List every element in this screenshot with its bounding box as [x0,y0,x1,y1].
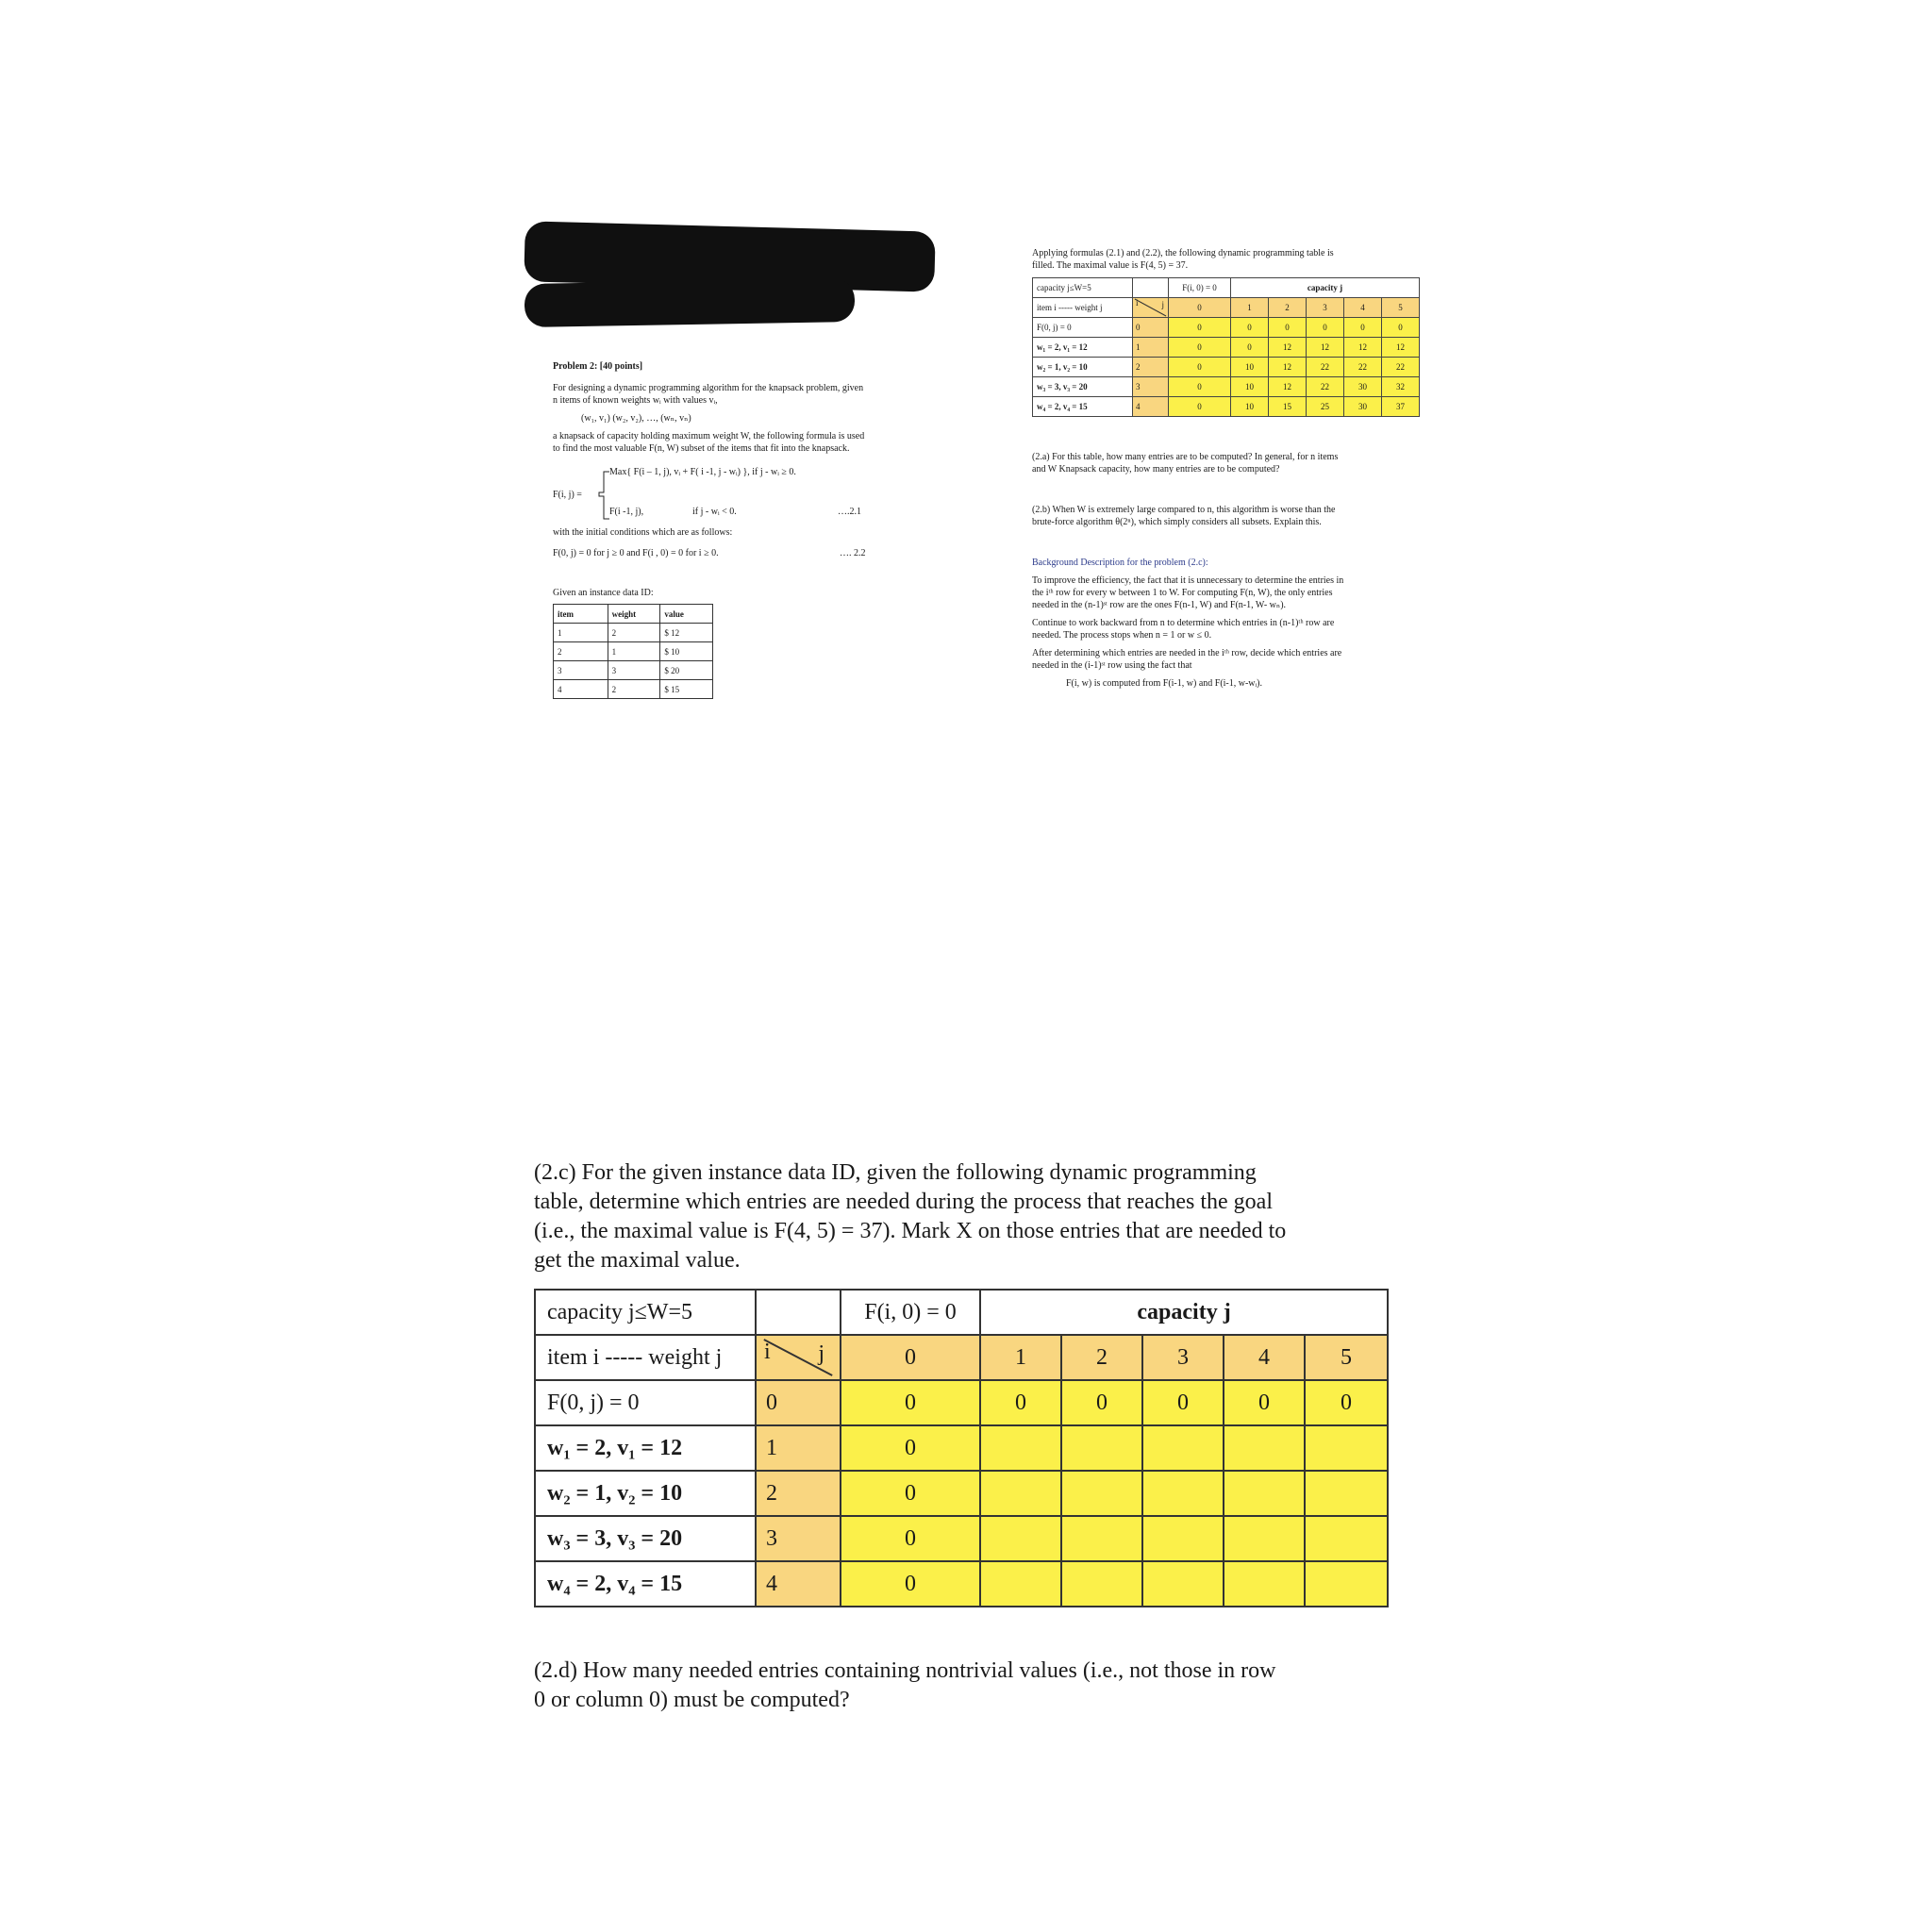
dp-cell: 12 [1344,338,1382,358]
bg-p1-line-1: To improve the efficiency, the fact that it is unnecessary to determine the entries in [1032,575,1344,586]
f-i0-label: F(i, 0) = 0 [1169,278,1231,298]
dp-cell: 22 [1307,377,1344,397]
knapsack-line-1: a knapsack of capacity holding maximum weight W, the following formula is used [553,431,865,441]
dp-cell: 30 [1344,397,1382,417]
row-index: 0 [756,1380,841,1425]
dp-cell-empty[interactable] [1224,1471,1305,1516]
formula-case-2-condition: if j - wᵢ < 0. [692,507,737,517]
dp-cell: 0 [841,1425,980,1471]
q2d-line-2: 0 or column 0) must be computed? [534,1688,850,1712]
instance-header: item [554,605,608,624]
bg-p2-line-1: Continue to work backward from n to determine which entries in (n-1)ᵗʰ row are [1032,618,1335,628]
background-description [1032,557,1428,690]
formula-case-1: Max{ F(i – 1, j), vᵢ + F( i -1, j - wᵢ) }, if j - wᵢ ≥ 0. [609,467,796,477]
dp-cell-empty[interactable] [1142,1561,1224,1607]
dp-cell: 0 [1169,318,1231,338]
col-header: 4 [1344,298,1382,318]
dp-cell: 12 [1269,338,1307,358]
instance-cell: 3 [554,661,608,680]
dp-small-row [1033,338,1420,358]
intro-line-2: n items of known weights wᵢ with values vᵢ, [553,395,718,406]
row-label: w₃ = 3, v₃ = 20 [1033,377,1133,397]
instance-table [553,604,713,699]
right-intro-line-2: filled. The maximal value is F(4, 5) = 37. [1032,260,1189,271]
redaction-mark-bottom [525,278,856,327]
dp-large-header-row-1 [535,1290,1388,1335]
instance-row [554,642,713,661]
row-index: 1 [756,1425,841,1471]
dp-cell: 0 [1305,1380,1388,1425]
col-header: 2 [1269,298,1307,318]
instance-header-row [554,605,713,624]
bg-p2-line-2: needed. The process stops when n = 1 or w ≤ 0. [1032,630,1212,641]
instance-cell: 1 [608,642,660,661]
dp-cell-empty[interactable] [1061,1425,1142,1471]
question-2d [534,1657,1402,1715]
instance-row [554,624,713,642]
dp-cell: 30 [1344,377,1382,397]
dp-cell: 0 [980,1380,1061,1425]
dp-cell: 0 [1344,318,1382,338]
instance-row [554,661,713,680]
dp-large-row [535,1380,1388,1425]
col-header: 0 [841,1335,980,1380]
capacity-j-label: capacity j [980,1290,1388,1335]
col-header: 1 [980,1335,1061,1380]
dp-cell: 32 [1382,377,1420,397]
init-text: with the initial conditions which are as follows: [553,527,733,538]
q2c-line-4: get the maximal value. [534,1248,741,1273]
dp-cell-empty[interactable] [1224,1561,1305,1607]
dp-table-large [534,1289,1389,1607]
dp-table-small [1032,277,1420,417]
item-weight-label: item i ----- weight j [535,1335,756,1380]
dp-small-row [1033,377,1420,397]
bg-p3-line-1: After determining which entries are needed in the iᵗʰ row, decide which entries are [1032,648,1342,658]
row-label: w₄ = 2, v₄ = 15 [535,1561,756,1607]
corner-i: i [1136,298,1139,308]
dp-large-row [535,1561,1388,1607]
dp-large-row [535,1425,1388,1471]
question-2b [1032,504,1428,528]
corner-i: i [764,1340,771,1364]
col-header: 0 [1169,298,1231,318]
dp-cell: 0 [1169,397,1231,417]
dp-cell: 0 [1061,1380,1142,1425]
dp-small-row [1033,318,1420,338]
dp-large-row [535,1516,1388,1561]
dp-cell: 0 [1169,377,1231,397]
dp-cell: 22 [1307,358,1344,377]
question-2c [534,1158,1402,1275]
row-label: F(0, j) = 0 [1033,318,1133,338]
row-index: 4 [756,1561,841,1607]
right-intro [1032,247,1428,272]
dp-small-header-row-2 [1033,298,1420,318]
dp-cell: 0 [841,1561,980,1607]
dp-cell-empty[interactable] [1305,1561,1388,1607]
dp-cell: 0 [841,1471,980,1516]
col-header: 1 [1231,298,1269,318]
dp-cell: 12 [1307,338,1344,358]
formula-ref-2-1: ….2.1 [838,507,861,517]
dp-small-row [1033,397,1420,417]
dp-cell-empty[interactable] [1224,1425,1305,1471]
dp-cell: 0 [1169,358,1231,377]
dp-cell-empty[interactable] [1142,1425,1224,1471]
col-header: 4 [1224,1335,1305,1380]
instance-cell: $ 10 [660,642,713,661]
knapsack-line-2: to find the most valuable F(n, W) subset of the items that fit into the knapsack. [553,443,850,454]
q2c-line-1: (2.c) For the given instance data ID, given the following dynamic programming [534,1160,1257,1185]
row-label: w₃ = 3, v₃ = 20 [535,1516,756,1561]
row-index: 0 [1133,318,1169,338]
blank-cell [1133,278,1169,298]
dp-cell: 12 [1269,377,1307,397]
dp-cell-empty[interactable] [1224,1516,1305,1561]
dp-cell: 0 [1169,338,1231,358]
dp-cell: 12 [1382,338,1420,358]
corner-diagonal-cell [756,1335,841,1380]
col-header: 3 [1142,1335,1224,1380]
col-header: 3 [1307,298,1344,318]
instance-cell: $ 20 [660,661,713,680]
q2a-line-2: and W Knapsack capacity, how many entries are to be computed? [1032,464,1280,475]
dp-cell: 12 [1269,358,1307,377]
instance-cell: 2 [608,624,660,642]
pairs-line: (w₁, v₁) (w₂, v₂), …, (wₙ, vₙ) [581,413,691,424]
dp-cell: 10 [1231,377,1269,397]
formula-lhs: F(i, j) = [553,490,582,500]
question-2a [1032,451,1428,475]
instance-cell: 1 [554,624,608,642]
col-header: 2 [1061,1335,1142,1380]
q2d-line-1: (2.d) How many needed entries containing nontrivial values (i.e., not those in row [534,1658,1276,1683]
instance-cell: $ 15 [660,680,713,699]
row-index: 2 [1133,358,1169,377]
dp-cell-empty[interactable] [1061,1561,1142,1607]
corner-j: j [1161,300,1164,309]
dp-cell: 15 [1269,397,1307,417]
dp-cell: 37 [1382,397,1420,417]
dp-cell-empty[interactable] [1061,1471,1142,1516]
instance-label: Given an instance data ID: [553,588,654,598]
dp-cell: 25 [1307,397,1344,417]
capacity-j-label: capacity j [1231,278,1420,298]
bg-p3-line-2: needed in the (i-1)ˢᵗ row using the fact that [1032,660,1192,671]
row-label: F(0, j) = 0 [535,1380,756,1425]
dp-cell: 10 [1231,397,1269,417]
dp-cell-empty[interactable] [980,1425,1061,1471]
dp-cell-empty[interactable] [1305,1425,1388,1471]
q2b-line-1: (2.b) When W is extremely large compared to n, this algorithm is worse than the [1032,505,1336,515]
row-label: w₁ = 2, v₁ = 12 [1033,338,1133,358]
row-index: 3 [756,1516,841,1561]
dp-cell: 22 [1344,358,1382,377]
background-title: Background Description for the problem (2.c): [1032,558,1208,568]
dp-cell: 0 [1224,1380,1305,1425]
right-intro-line-1: Applying formulas (2.1) and (2.2), the following dynamic programming table is [1032,248,1334,258]
dp-cell: 0 [1307,318,1344,338]
row-label: w₂ = 1, v₂ = 10 [535,1471,756,1516]
f-i0-label: F(i, 0) = 0 [841,1290,980,1335]
dp-large-header-row-2 [535,1335,1388,1380]
instance-cell: $ 12 [660,624,713,642]
dp-cell-empty[interactable] [1142,1471,1224,1516]
corner-diagonal-cell [1133,298,1169,318]
q2a-line-1: (2.a) For this table, how many entries are to be computed? In general, for n items [1032,452,1339,462]
row-label: w₁ = 2, v₁ = 12 [535,1425,756,1471]
dp-cell-empty[interactable] [1305,1516,1388,1561]
item-weight-label: item i ----- weight j [1033,298,1133,318]
row-label: w₄ = 2, v₄ = 15 [1033,397,1133,417]
instance-header: weight [608,605,660,624]
dp-cell: 0 [841,1516,980,1561]
dp-cell-empty[interactable] [980,1516,1061,1561]
dp-small-header-row-1 [1033,278,1420,298]
row-label: w₂ = 1, v₂ = 10 [1033,358,1133,377]
formula-ref-2-2: …. 2.2 [840,548,866,558]
dp-cell-empty[interactable] [980,1561,1061,1607]
row-index: 3 [1133,377,1169,397]
instance-header: value [660,605,713,624]
dp-cell: 0 [1269,318,1307,338]
col-header: 5 [1305,1335,1388,1380]
dp-cell-empty[interactable] [1142,1516,1224,1561]
init-formula: F(0, j) = 0 for j ≥ 0 and F(i , 0) = 0 for i ≥ 0. [553,548,719,558]
bg-p1-line-3: needed in the (n-1)ˢᵗ row are the ones F(n-1, W) and F(n-1, W- wₙ). [1032,600,1287,610]
instance-cell: 2 [554,642,608,661]
dp-cell: 0 [1142,1380,1224,1425]
dp-cell-empty[interactable] [1061,1516,1142,1561]
capacity-label: capacity j≤W=5 [1033,278,1133,298]
dp-large-row [535,1471,1388,1516]
dp-cell: 0 [1382,318,1420,338]
formula-case-2: F(i -1, j), [609,507,644,517]
dp-cell: 10 [1231,358,1269,377]
dp-cell-empty[interactable] [980,1471,1061,1516]
blank-cell [756,1290,841,1335]
formula-block [553,466,930,523]
instance-cell: 4 [554,680,608,699]
row-index: 4 [1133,397,1169,417]
capacity-label: capacity j≤W=5 [535,1290,756,1335]
dp-cell: 0 [1231,338,1269,358]
left-page [553,360,930,455]
q2c-line-2: table, determine which entries are needed during the process that reaches the goal [534,1190,1273,1214]
col-header: 5 [1382,298,1420,318]
row-index: 2 [756,1471,841,1516]
dp-cell: 0 [841,1380,980,1425]
instance-row [554,680,713,699]
instance-cell: 2 [608,680,660,699]
corner-j: j [818,1341,824,1366]
dp-cell: 22 [1382,358,1420,377]
dp-cell: 0 [1231,318,1269,338]
q2c-line-3: (i.e., the maximal value is F(4, 5) = 37). Mark X on those entries that are needed to [534,1219,1287,1243]
row-index: 1 [1133,338,1169,358]
dp-small-row [1033,358,1420,377]
bg-p4: F(i, w) is computed from F(i-1, w) and F(i-1, w-wᵢ). [1066,678,1262,689]
q2b-line-2: brute-force algorithm θ(2ⁿ), which simply considers all subsets. Explain this. [1032,517,1322,527]
bg-p1-line-2: the iᵗʰ row for every w between 1 to W. For computing F(n, W), the only entries [1032,588,1333,598]
intro-line-1: For designing a dynamic programming algorithm for the knapsack problem, given [553,383,864,393]
problem-title: Problem 2: [40 points] [553,361,643,372]
dp-cell-empty[interactable] [1305,1471,1388,1516]
instance-cell: 3 [608,661,660,680]
